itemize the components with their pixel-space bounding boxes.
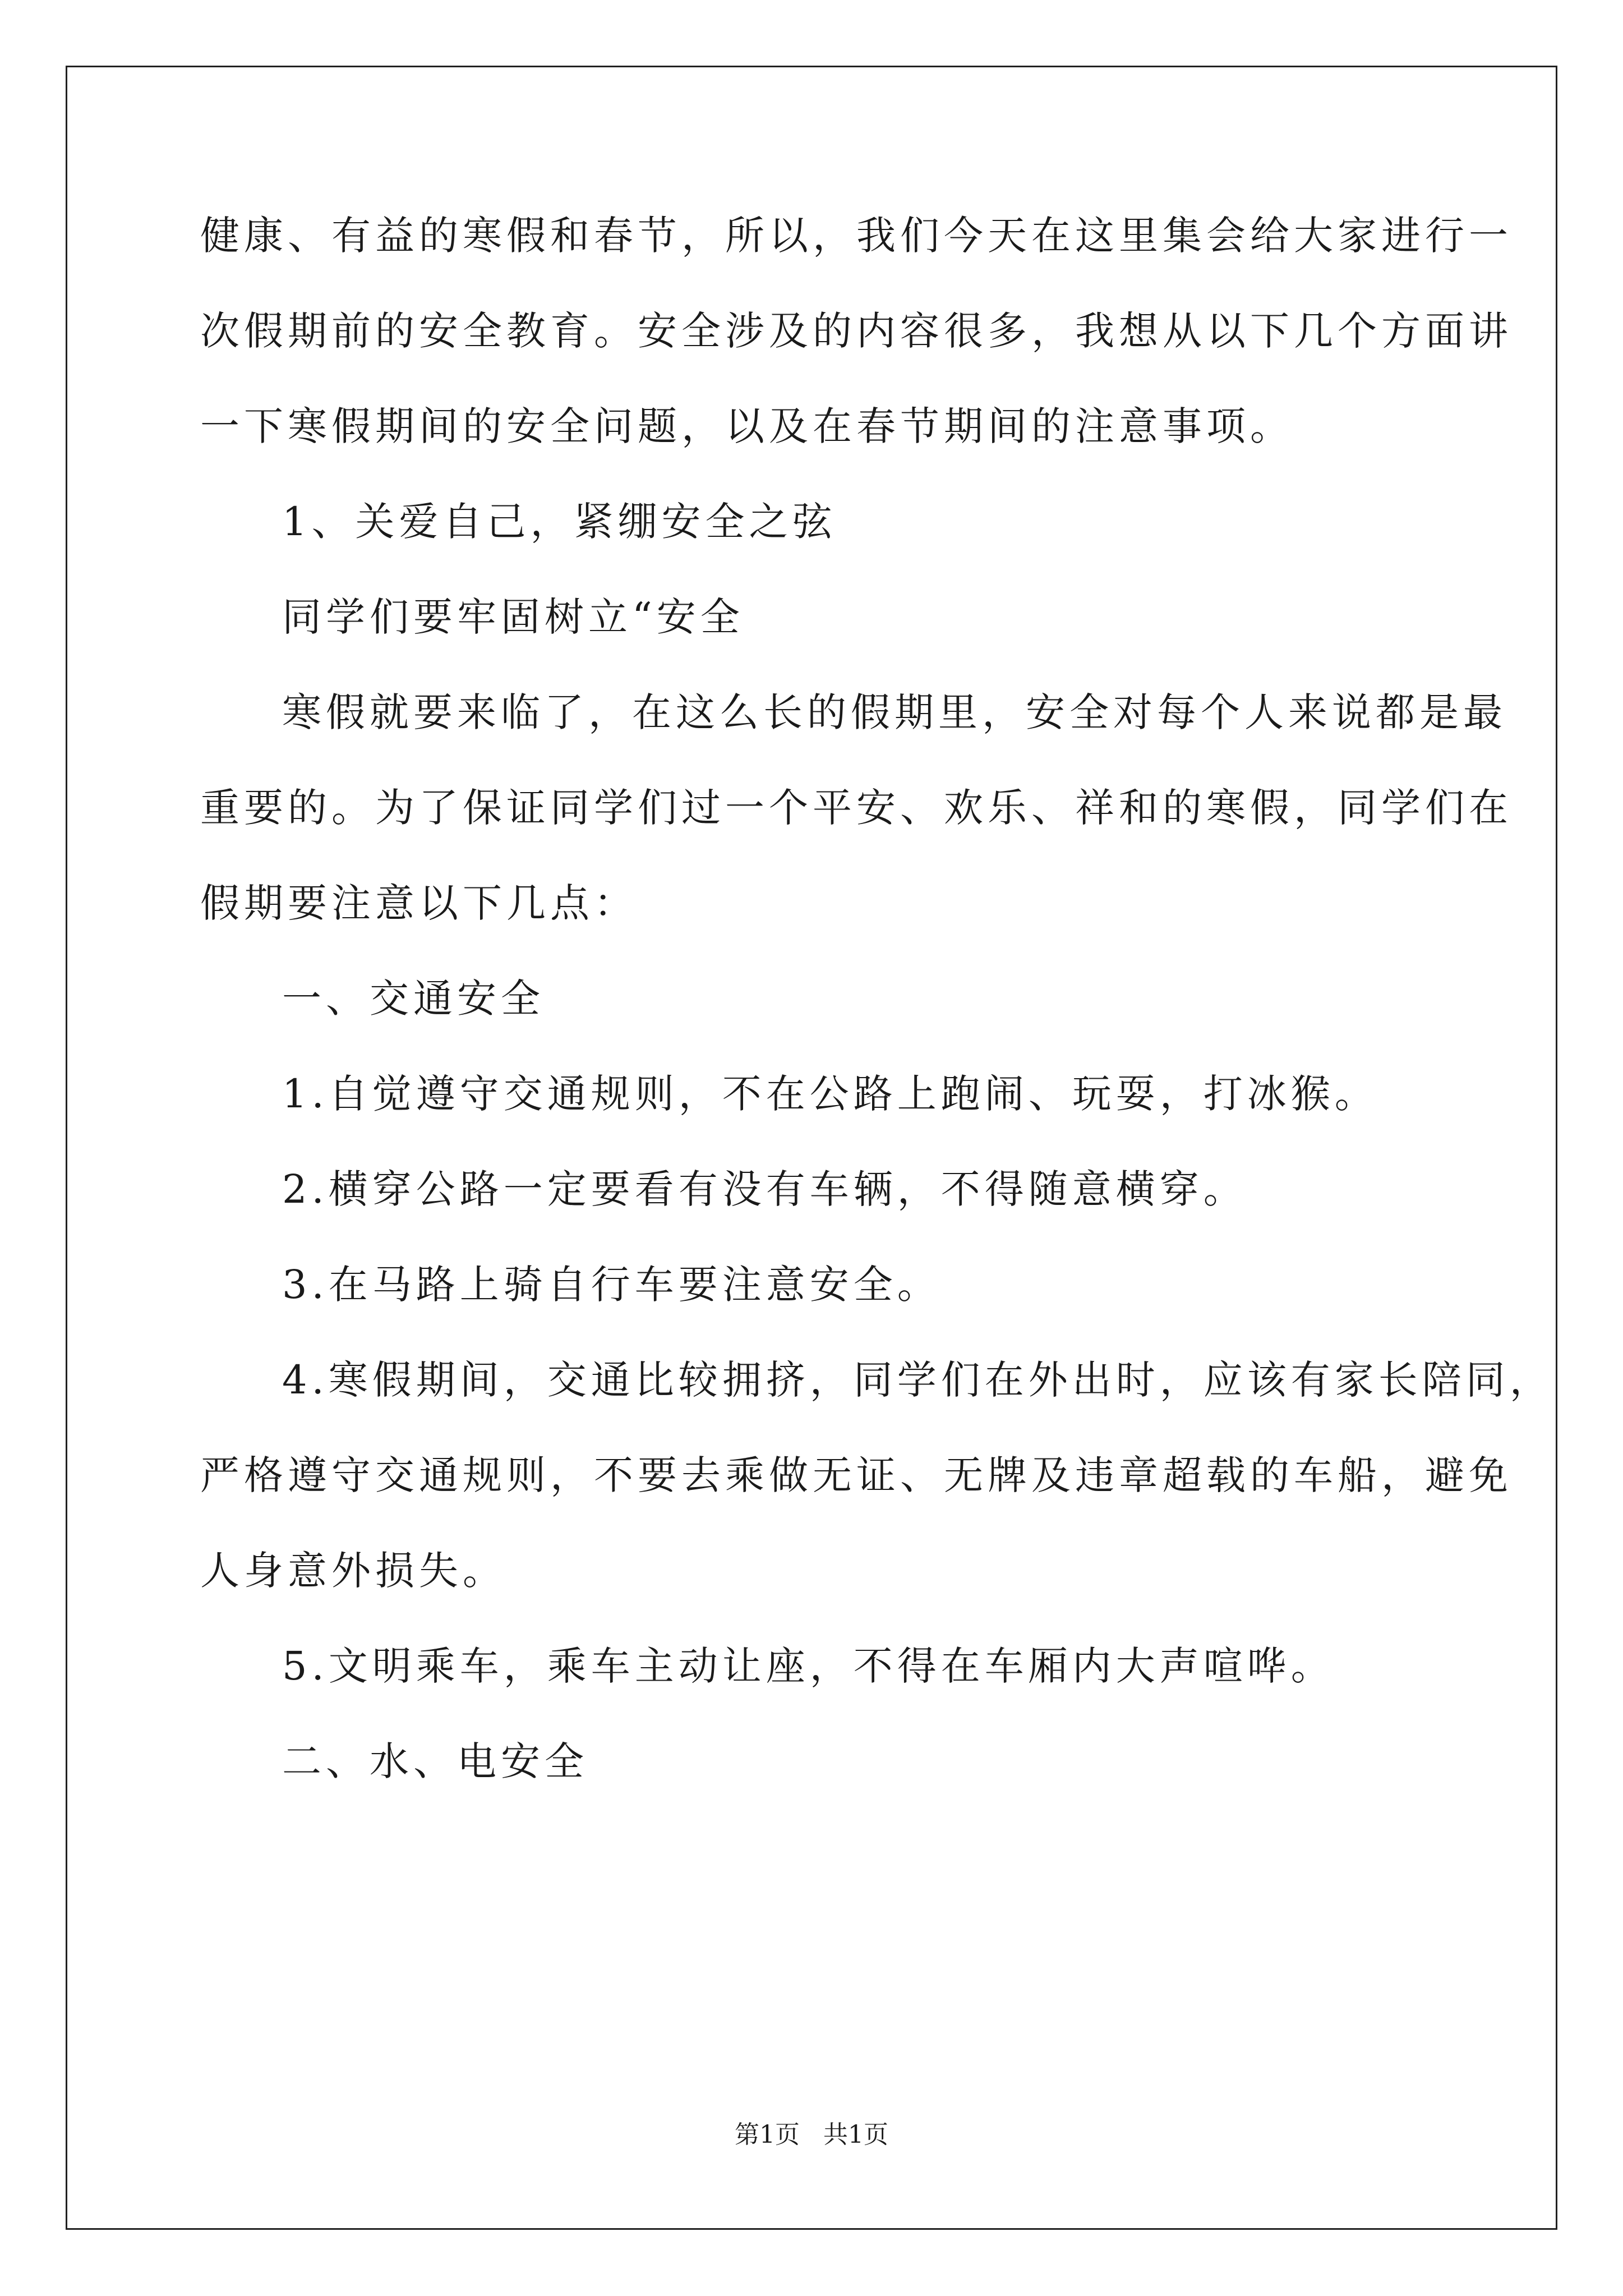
paragraph-line: 同学们要牢固树立“安全 <box>282 594 744 640</box>
list-item: 3.在马路上骑自行车要注意安全。 <box>282 1262 941 1308</box>
paragraph-line: 人身意外损失。 <box>200 1548 506 1594</box>
page-number-footer: 第1页 共1页 <box>735 2120 888 2149</box>
paragraph-line: 重要的。为了保证同学们过一个平安、欢乐、祥和的寒假，同学们在 <box>200 785 1513 831</box>
section-heading: 一、交通安全 <box>282 976 545 1022</box>
paragraph-line: 寒假就要来临了，在这么长的假期里，安全对每个人来说都是最 <box>282 689 1507 735</box>
list-item: 4.寒假期间，交通比较拥挤，同学们在外出时，应该有家长陪同， <box>282 1357 1553 1403</box>
section-heading: 1、关爱自己，紧绷安全之弦 <box>282 499 837 545</box>
paragraph-line: 假期要注意以下几点： <box>200 880 638 926</box>
paragraph-line: 次假期前的安全教育。安全涉及的内容很多，我想从以下几个方面讲 <box>200 308 1513 354</box>
section-heading: 二、水、电安全 <box>282 1738 588 1784</box>
list-item: 1.自觉遵守交通规则，不在公路上跑闹、玩耍，打冰猴。 <box>282 1071 1378 1117</box>
document-body <box>200 213 1553 1837</box>
paragraph-line: 一下寒假期间的安全问题，以及在春节期间的注意事项。 <box>200 403 1294 449</box>
paragraph-line: 健康、有益的寒假和春节，所以，我们今天在这里集会给大家进行一 <box>200 213 1513 259</box>
list-item: 2.横穿公路一定要看有没有车辆，不得随意横穿。 <box>282 1166 1247 1212</box>
list-item: 5.文明乘车，乘车主动让座，不得在车厢内大声喧哗。 <box>282 1643 1335 1689</box>
paragraph-line: 严格遵守交通规则，不要去乘做无证、无牌及违章超载的车船，避免 <box>200 1452 1513 1498</box>
